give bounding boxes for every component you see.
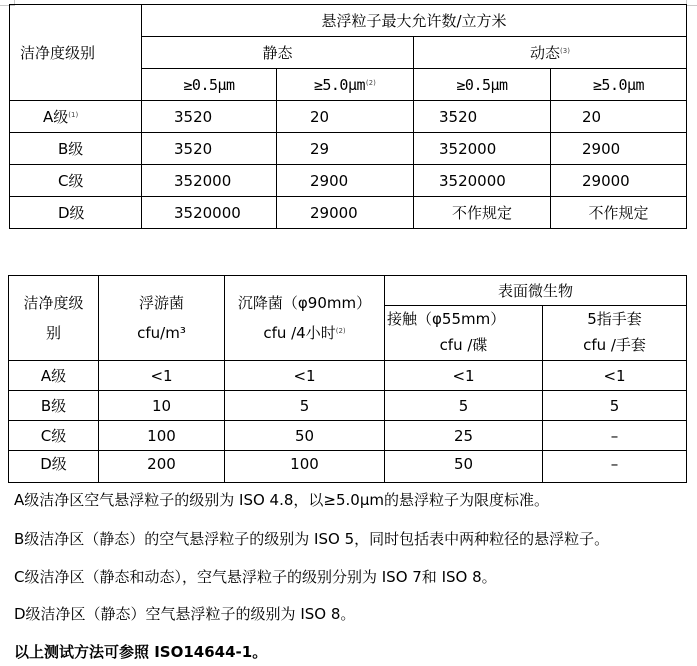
grade-cell: C级	[10, 165, 142, 197]
footnote-marker: (3)	[560, 46, 570, 55]
note-grade-a: A级洁净区空气悬浮粒子的级别为 ISO 4.8，以≥5.0μm的悬浮粒子为限度标准。	[14, 491, 549, 509]
settle-plate-header: 沉降菌（φ90mm） cfu /4小时$^{(2)}$	[225, 276, 385, 361]
value-cell: <1	[543, 361, 687, 391]
airborne-header: 浮游菌 cfu/m³	[99, 276, 225, 361]
dynamic-header	[414, 37, 687, 69]
grade-cell: C级	[9, 421, 99, 451]
value-cell: 50	[225, 421, 385, 451]
value-cell: 352000	[414, 133, 551, 165]
value-cell: <1	[225, 361, 385, 391]
value-cell: 3520	[142, 133, 277, 165]
grade-cell: B级	[10, 133, 142, 165]
grade-cell: A级$^{(1)}$	[10, 101, 142, 133]
microbial-limits-table	[8, 275, 687, 483]
value-cell: 100	[225, 451, 385, 483]
value-cell: 不作规定	[551, 197, 687, 229]
contact-plate-header: 接触（φ55mm） cfu /碟	[385, 306, 543, 361]
table-row	[10, 133, 687, 165]
value-cell: 3520000	[142, 197, 277, 229]
table-row	[9, 451, 687, 483]
grade-header: 洁净度级别	[10, 5, 142, 101]
value-cell: 200	[99, 451, 225, 483]
value-cell: 29000	[551, 165, 687, 197]
particle-group-header: 悬浮粒子最大允许数/立方米	[142, 5, 687, 37]
grade-header: 洁净度级 别	[9, 276, 99, 361]
size-header-dynamic-5.0: ≥5.0μm	[551, 69, 687, 101]
value-cell: 3520000	[414, 165, 551, 197]
table-row	[9, 361, 687, 391]
size-header-static-5.0: $\ge 5.0\mu m^{(2)}$	[277, 69, 414, 101]
grade-cell: D级	[10, 197, 142, 229]
table-row	[10, 101, 687, 133]
table-row	[9, 391, 687, 421]
table-row	[9, 421, 687, 451]
value-cell: 20	[551, 101, 687, 133]
dynamic-label: 动态	[530, 43, 561, 62]
value-cell: 2900	[551, 133, 687, 165]
note-grade-c: C级洁净区（静态和动态），空气悬浮粒子的级别分别为 ISO 7和 ISO 8。	[14, 568, 497, 586]
grade-cell: D级	[9, 451, 99, 483]
value-cell: <1	[99, 361, 225, 391]
value-cell: 5	[385, 391, 543, 421]
value-cell: 不作规定	[414, 197, 551, 229]
value-cell: 29000	[277, 197, 414, 229]
surface-group-header: 表面微生物	[385, 276, 687, 306]
size-header-static-0.5: ≥0.5μm	[142, 69, 277, 101]
value-cell: 5	[543, 391, 687, 421]
value-cell: 5	[225, 391, 385, 421]
page-corner-mark-right	[686, 0, 697, 6]
glove-header: 5指手套 cfu /手套	[543, 306, 687, 361]
value-cell: 50	[385, 451, 543, 483]
value-cell: 10	[99, 391, 225, 421]
grade-cell: B级	[9, 391, 99, 421]
value-cell: 3520	[142, 101, 277, 133]
value-cell: <1	[385, 361, 543, 391]
note-grade-b: B级洁净区（静态）的空气悬浮粒子的级别为 ISO 5，同时包括表中两种粒径的悬浮粒子。	[14, 530, 610, 548]
value-cell: 2900	[277, 165, 414, 197]
value-cell: –	[543, 451, 687, 483]
footnote-marker: (2)	[335, 327, 346, 335]
table-row	[10, 165, 687, 197]
value-cell: 100	[99, 421, 225, 451]
value-cell: 3520	[414, 101, 551, 133]
footnote-marker: (1)	[68, 110, 79, 119]
grade-cell: A级	[9, 361, 99, 391]
value-cell: –	[543, 421, 687, 451]
table-row	[10, 197, 687, 229]
footnote-marker: (2)	[365, 78, 377, 87]
size-header-dynamic-0.5: ≥0.5μm	[414, 69, 551, 101]
particle-limits-table	[9, 4, 687, 229]
test-method-note: 以上测试方法可参照 ISO14644-1。	[14, 643, 268, 661]
value-cell: 352000	[142, 165, 277, 197]
note-grade-d: D级洁净区（静态）空气悬浮粒子的级别为 ISO 8。	[14, 605, 356, 623]
value-cell: 25	[385, 421, 543, 451]
value-cell: 29	[277, 133, 414, 165]
static-header: 静态	[142, 37, 414, 69]
value-cell: 20	[277, 101, 414, 133]
